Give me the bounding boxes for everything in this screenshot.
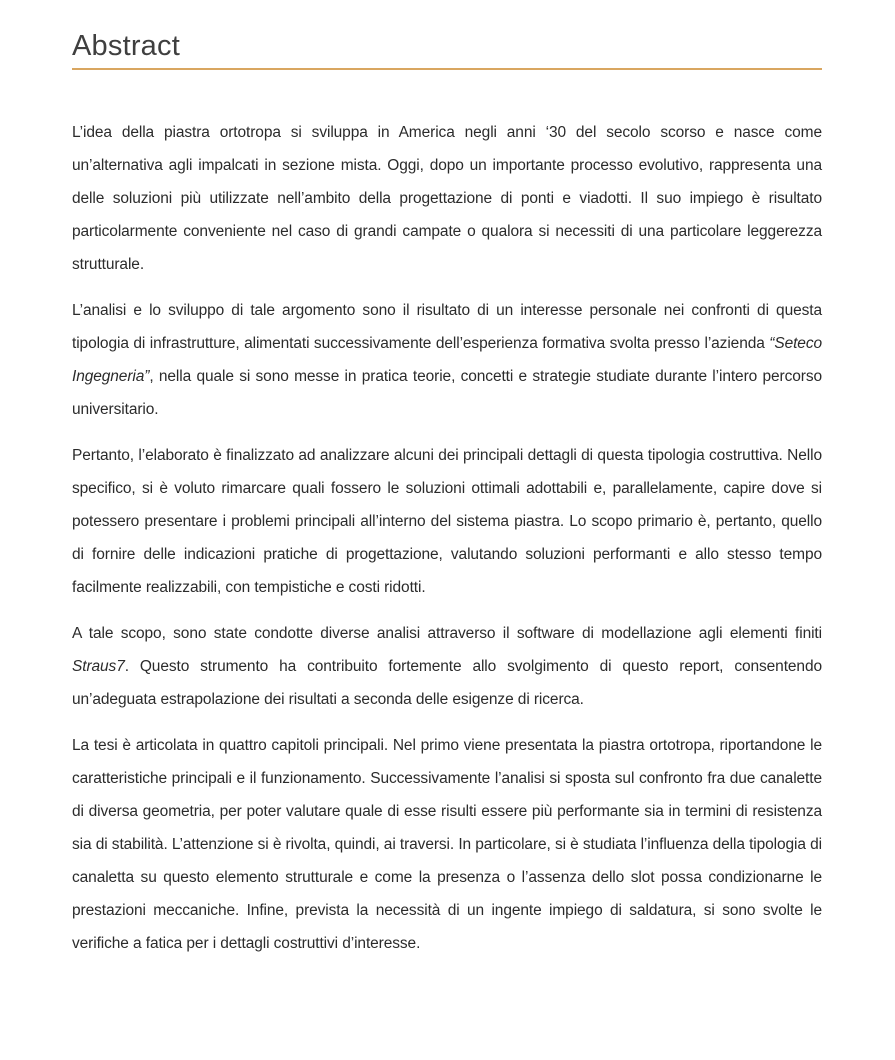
paragraph: [72, 617, 822, 716]
text-run: Pertanto, l’elaborato è finalizzato ad analizzare alcuni dei principali dettagli di questa tipologia costruttiva. Nello specifico, si è voluto rimarcare quali fossero le soluzioni ottimali adottabili e, parallelamente, capire dove si potessero presentare i problemi principali all’interno del sistema piastra. Lo scopo primario è, pertanto, quello di fornire delle indicazioni pratiche di progettazione, valutando soluzioni performanti e allo stesso tempo facilmente realizzabili, con tempistiche e costi ridotti.: [72, 447, 822, 597]
text-run: La tesi è articolata in quattro capitoli principali. Nel primo viene presentata la piastra ortotropa, riportandone le caratteristiche principali e il funzionamento. Successivamente l’analisi si sposta sul confronto fra due canalette di diversa geometria, per poter valutare quale di esse risulti essere più performante sia in termini di resistenza sia di stabilità. L’attenzione si è rivolta, quindi, ai traversi. In particolare, si è studiata l’influenza della tipologia di canaletta su questo elemento strutturale e come la presenza o l’assenza dello slot possa condizionarne le prestazioni meccaniche. Infine, prevista la necessità di un ingente impiego di saldatura, si sono svolte le verifiche a fatica per i dettagli costruttivi d’interesse.: [72, 737, 822, 953]
paragraph: [72, 729, 822, 960]
text-run: , nella quale si sono messe in pratica teorie, concetti e strategie studiate durante l’intero percorso universitario.: [72, 368, 822, 419]
italic-text-run: “Seteco Ingegneria”: [72, 335, 822, 386]
italic-text-run: Straus7: [72, 658, 125, 676]
text-run: . Questo strumento ha contribuito fortemente allo svolgimento di questo report, consentendo un’adeguata estrapolazione dei risultati a seconda delle esigenze di ricerca.: [72, 658, 822, 709]
paragraph: [72, 439, 822, 604]
title-block: [72, 0, 822, 70]
text-run: A tale scopo, sono state condotte diverse analisi attraverso il software di modellazione agli elementi finiti: [72, 625, 822, 643]
paragraph: [72, 116, 822, 281]
abstract-body: [72, 70, 822, 960]
text-run: L’idea della piastra ortotropa si sviluppa in America negli anni ‘30 del secolo scorso e nasce come un’alternativa agli impalcati in sezione mista. Oggi, dopo un importante processo evolutivo, rappresenta una delle soluzioni più utilizzate nell’ambito della progettazione di ponti e viadotti. Il suo impiego è risultato particolarmente conveniente nel caso di grandi campate o qualora si necessiti di una particolare leggerezza strutturale.: [72, 124, 822, 274]
page-title: Abstract: [72, 30, 180, 62]
paragraph: [72, 294, 822, 426]
text-run: L’analisi e lo sviluppo di tale argomento sono il risultato di un interesse personale nei confronti di questa tipologia di infrastrutture, alimentati successivamente dell’esperienza formativa svolta presso l’azienda: [72, 302, 822, 353]
